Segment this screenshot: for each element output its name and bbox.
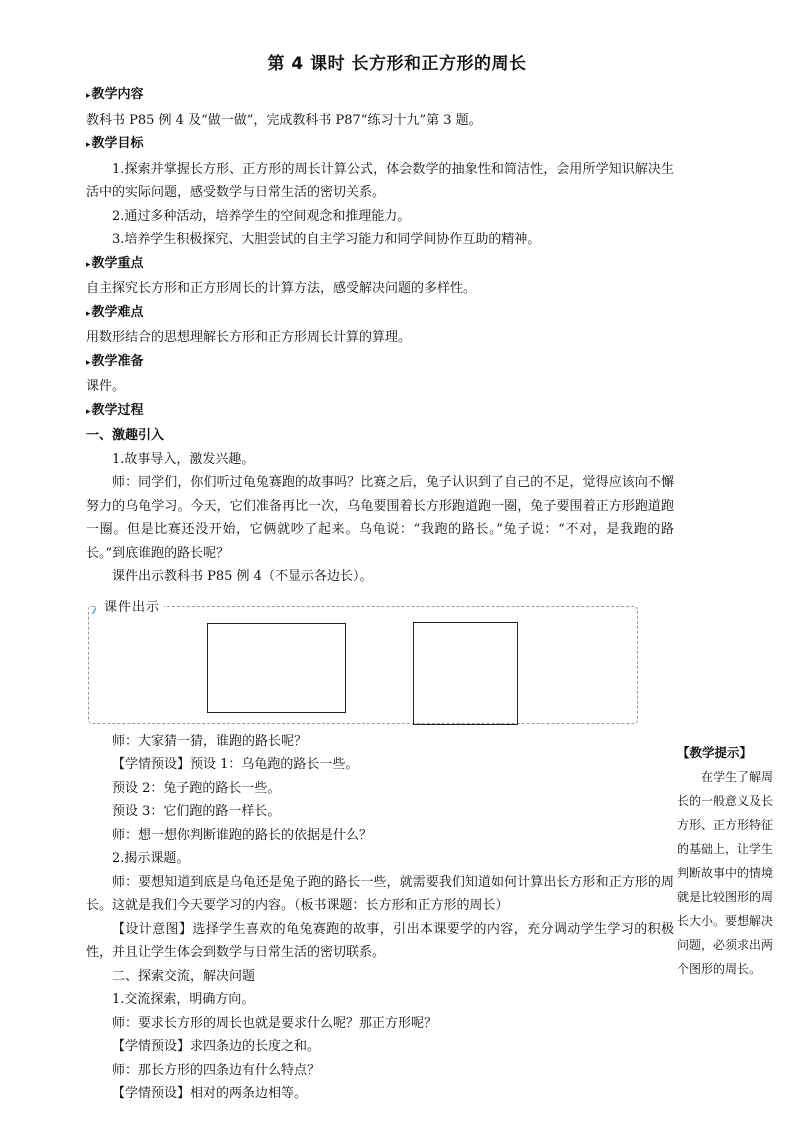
part1-heading: 一、激趣引入 [86,428,165,443]
section-heading-key: ▸教学重点 [86,255,144,271]
courseware-frame [88,606,638,724]
difficulty-text: 用数形结合的思想理解长方形和正方形周长计算的算理。 [86,330,412,345]
triangle-bullet-icon: ▸ [86,91,91,101]
triangle-bullet-icon: ▸ [86,140,91,150]
square-track [413,622,518,725]
answer-2: 【学情预设】相对的两条边相等。 [112,1086,308,1101]
reveal-paragraph: 师：要想知道到底是乌龟还是兔子跑的路长一些，就需要我们知道如何计算出长方形和正方形的周长。这就是我们今天要学习的内容。（板书课题：长方形和正方形的周长） [86,874,674,913]
goal-1: 1.探索并掌握长方形、正方形的周长计算公式，体会数学的抽象性和简洁性，会用所学知识解决生活中的实际问题，感受数学与日常生活的密切关系。 [86,161,674,200]
prep-text: 课件。 [86,379,126,394]
section-heading-difficulty: ▸教学难点 [86,304,144,320]
question-1: 师：要求长方形的周长也就是要求什么呢？那正方形呢？ [112,1015,438,1031]
story-paragraph: 师：同学们，你们听过龟兔赛跑的故事吗？比赛之后，兔子认识到了自己的不足，觉得应该向不懈努力的乌龟学习。今天，它们准备再比一次，乌龟要围着长方形跑道跑一圈，兔子要围着正方形跑道跑一圈。但是比赛还没开始，它俩就吵了起来。乌龟说：“我跑的路长。”兔子说：“不对，是我跑的路长。”到底谁跑的路长呢？ [86,475,674,561]
part2-heading: 二、探索交流，解决问题 [112,968,256,984]
triangle-bullet-icon: ▸ [86,259,91,270]
guess-question: 师：大家猜一猜，谁跑的路长呢？ [112,733,308,749]
answer-1: 【学情预设】求四条边的长度之和。 [112,1039,321,1054]
reveal-heading: 2.揭示课题。 [112,851,190,866]
story-intro: 1.故事导入，激发兴趣。 [112,451,255,467]
lesson-body [86,83,674,1106]
sidebar-title: 【教学提示】 [677,745,753,760]
explore-heading: 1.交流探索，明确方向。 [112,992,255,1007]
preset-1: 【学情预设】预设 1：乌龟跑的路长一些。 [112,757,359,772]
triangle-bullet-icon: ▸ [86,406,91,417]
courseware-panel [88,596,638,724]
goal-3: 3.培养学生积极探究、大胆尝试的自主学习能力和同学间协作互助的精神。 [112,232,541,247]
preset-2: 预设 2：兔子跑的路长一些。 [112,780,281,796]
section-heading-content: ▸教学内容 [86,87,144,102]
goal-2: 2.通过多种活动，培养学生的空间观念和推理能力。 [112,208,411,224]
content-text: 教科书 P85 例 4 及“做一做”，完成教科书 P87“练习十九”第 3 题。 [86,112,482,128]
triangle-bullet-icon: ▸ [86,308,91,319]
design-intent: 【设计意图】选择学生喜欢的龟兔赛跑的故事，引出本课要学的内容，充分调动学生学习的积极性，并且让学生体会到数学与日常生活的密切联系。 [86,921,674,960]
key-text: 自主探究长方形和正方形周长的计算方法，感受解决问题的多样性。 [86,281,477,296]
section-heading-prep: ▸教学准备 [86,353,144,369]
question-2: 师：那长方形的四条边有什么特点？ [112,1062,321,1078]
sidebar-text: 在学生了解周长的一般意义及长方形、正方形特征的基础上，让学生判断故事中的情境就是比较图形的周长大小。要想解决问题，必须求出两个图形的周长。 [677,770,774,976]
section-heading-goals: ▸教学目标 [86,136,144,151]
preset-3: 预设 3：它们跑的路一样长。 [112,804,281,819]
section-heading-process: ▸教学过程 [86,402,144,418]
triangle-bullet-icon: ▸ [86,357,91,368]
page-title: 第 4 课时 长方形和正方形的周长 [267,54,527,74]
courseware-note: 课件出示教科书 P85 例 4（不显示各边长）。 [112,569,373,584]
courseware-label: 课件出示 [96,596,164,615]
rectangle-track [207,623,346,713]
think-question: 师：想一想你判断谁跑的路长的依据是什么？ [112,827,373,843]
teaching-tip-sidebar [677,741,773,981]
